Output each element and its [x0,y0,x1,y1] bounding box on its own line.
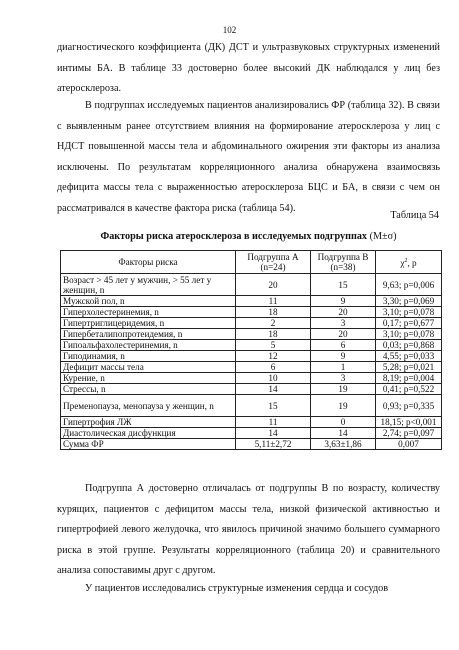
cell-group-b: 3 [311,373,376,384]
table-header-row [61,251,442,274]
chi-superscript: 2 [404,257,408,264]
table-title-suffix: (M±σ) [367,231,397,242]
paragraph-1: диагностического коэффициента (ДК) ДСТ и ультразвуковых структурных изменений интимы БА. В таблице 33 достоверно более высокий ДК наблюдался у лиц без атеросклероза. [57,42,440,95]
cell-group-a: 15 [236,395,311,417]
cell-chi-p: 5,28; p=0,021 [376,362,442,373]
table-title [57,231,440,242]
cell-group-b: 0 [311,417,376,428]
table-row [61,351,442,362]
chi-p-label: , p [407,258,417,269]
cell-group-b: 9 [311,296,376,307]
table-row [61,384,442,395]
cell-group-a: 20 [236,274,311,296]
cell-group-a: 18 [236,307,311,318]
header-group-b: Подгруппа В (n=38) [311,251,376,274]
cell-group-b: 19 [311,395,376,417]
cell-chi-p: 3,10; p=0,078 [376,329,442,340]
table-row [61,274,442,296]
cell-chi-p: 9,63; p=0,006 [376,274,442,296]
cell-factor: Диастолическая дисфункция [61,428,236,439]
cell-factor: Сумма ФР [61,439,236,450]
cell-factor: Гиперхолестеринемия, n [61,307,236,318]
header-factor: Факторы риска [61,251,236,274]
table-label: Таблица 54 [390,210,439,221]
cell-factor: Курение, n [61,373,236,384]
table-row [61,296,442,307]
cell-chi-p: 4,55; p=0,033 [376,351,442,362]
table-row [61,340,442,351]
table-row [61,362,442,373]
cell-chi-p: 3,10; p=0,078 [376,307,442,318]
paragraph-3: Подгруппа А достоверно отличалась от подгруппы В по возрасту, количеству курящих, пациентов с дефицитом массы тела, низкой физической активностью и гипертрофией левого желудочка, что явилось причиной значимо большего суммарного риска в этой группе. Результаты корреляционного (таблица 20) и сравнительного анализа сопоставимы друг с другом. [57,483,440,577]
table-row [61,417,442,428]
cell-chi-p: 3,30; p=0,069 [376,296,442,307]
cell-group-b: 15 [311,274,376,296]
table-title-text: Факторы риска атеросклероза в исследуемых подгруппах [100,231,368,242]
cell-chi-p: 0,007 [376,439,442,450]
cell-chi-p: 18,15; p<0,001 [376,417,442,428]
cell-group-a: 11 [236,417,311,428]
cell-group-b: 20 [311,307,376,318]
cell-group-b: 6 [311,340,376,351]
cell-factor: Стрессы, n [61,384,236,395]
cell-group-a: 11 [236,296,311,307]
table-row [61,329,442,340]
cell-factor: Гипоальфахолестеринемия, n [61,340,236,351]
cell-factor: Пременопауза, менопауза у женщин, n [61,395,236,417]
cell-group-b: 9 [311,351,376,362]
cell-group-a: 14 [236,428,311,439]
table-row [61,373,442,384]
cell-group-a: 12 [236,351,311,362]
cell-chi-p: 2,74; p=0,097 [376,428,442,439]
cell-chi-p: 0,41; p=0,522 [376,384,442,395]
cell-chi-p: 0,03; p=0,868 [376,340,442,351]
cell-factor: Гиподинамия, n [61,351,236,362]
cell-chi-p: 0,93; p=0,335 [376,395,442,417]
cell-group-b: 1 [311,362,376,373]
cell-chi-p: 8,19; p=0,004 [376,373,442,384]
cell-factor: Дефицит массы тела [61,362,236,373]
table-row [61,318,442,329]
cell-group-b: 20 [311,329,376,340]
cell-group-a: 2 [236,318,311,329]
cell-group-b: 3 [311,318,376,329]
table-row [61,395,442,417]
cell-group-b: 19 [311,384,376,395]
chi-symbol: χ [400,258,405,269]
table-row [61,307,442,318]
cell-group-a: 10 [236,373,311,384]
cell-factor: Гипербеталипопротеидемия, n [61,329,236,340]
risk-factors-table [60,250,442,450]
header-group-a: Подгруппа А (n=24) [236,251,311,274]
cell-group-a: 5,11±2,72 [236,439,311,450]
paragraph-4: У пациентов исследовались структурные изменения сердца и сосудов [85,583,389,594]
cell-group-a: 18 [236,329,311,340]
cell-group-b: 14 [311,428,376,439]
cell-factor: Гипертрофия ЛЖ [61,417,236,428]
cell-factor: Гипертриглицеридемия, n [61,318,236,329]
cell-chi-p: 0,17; p=0,677 [376,318,442,329]
cell-group-a: 14 [236,384,311,395]
page-number: 102 [222,25,237,35]
cell-factor: Мужской пол, n [61,296,236,307]
cell-group-a: 5 [236,340,311,351]
table-row [61,428,442,439]
table-row [61,439,442,450]
paragraph-2: В подгруппах исследуемых пациентов анализировались ФР (таблица 32). В связи с выявленным ранее отсутствием влияния на формирование атеросклероза у лиц с НДСТ повышенной массы тела и абдоминального ожирения эти факторы из анализа исключены. По результатам корреляционного анализа обнаружена взаимосвязь дефицита массы тела с выраженностью атеросклероза БЦС и БА, в связи с чем он рассматривался в качестве фактора риска (таблица 54). [57,100,440,214]
header-chi-square [376,251,442,274]
cell-group-a: 6 [236,362,311,373]
cell-group-b: 3,63±1,86 [311,439,376,450]
cell-factor: Возраст > 45 лет у мужчин, > 55 лет у женщин, n [61,274,236,296]
